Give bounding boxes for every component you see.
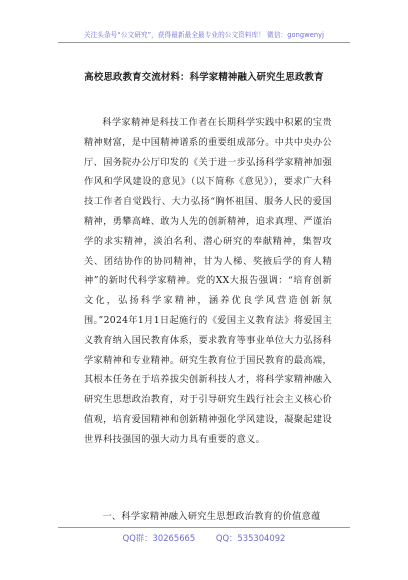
header-divider [58,42,350,43]
section-heading: 一、科学家精神融入研究生思想政治教育的价值意蕴 [102,511,321,522]
document-title: 高校思政教育交流材料：科学家精神融入研究生思政教育 [84,72,324,83]
body-paragraph: 科学家精神是科技工作者在长期科学实践中积累的宝贵精神财富，是中国精神谱系的重要组成部分。中共中央办公厅、国务院办公厅印发的《关于进一步弘扬科学家精神加强作风和学风建设的意见》（以下简称《意见》），要求广大科技工作者自觉践行、大力弘扬“胸怀祖国、服务人民的爱国精神，勇攀高峰、敢为人先的创新精神，追求真理、严谨治学的求实精神，淡泊名利、潜心研究的奉献精神，集智攻关、团结协作的协同精神，甘为人梯、奖掖后学的育人精神”的新时代科学家精神。党的XX大报告强调：“培育创新文化，弘扬科学家精神，涵养优良学风营造创新氛围。”2024年1月1日起施行的《爱国主义教育法》将爱国主义教育纳入国民教育体系，要求教育等事业单位大力弘扬科学家精神和专业精神。研究生教育位于国民教育的最高端，其根本任务在于培养拔尖创新科技人才，将科学家精神融入研究生思想政治教育，对于引导研究生践行社会主义核心价值观，培育爱国精神和创新精神强化学风建设，凝聚起建设世界科技强国的强大动力具有重要的意义。 [84,117,332,445]
footer-divider [58,527,350,528]
footer-contact: QQ群：30265665 QQ：535304092 [122,533,286,543]
header-banner: 关注头条号“公文研究”，获得最新最全最专业的公文资料库！ 微信：gongwenyj [83,31,325,39]
